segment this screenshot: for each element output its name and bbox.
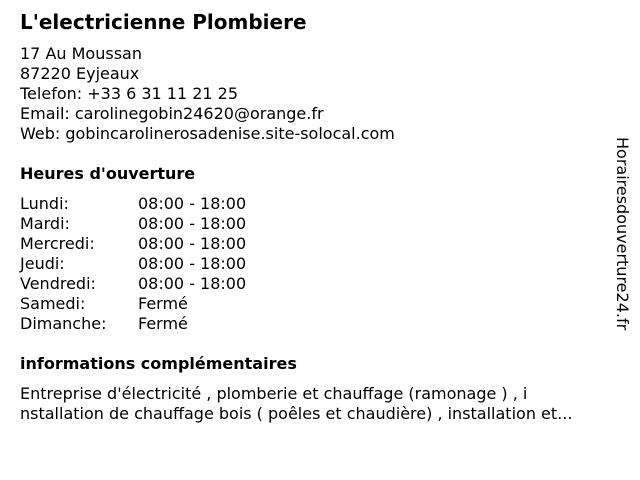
hours-row-monday xyxy=(20,194,246,214)
web-line: Web: gobincarolinerosadenise.site-solocal.com xyxy=(20,124,395,143)
hours-day: Mardi: xyxy=(20,214,70,233)
hours-day: Mercredi: xyxy=(20,234,95,253)
site-watermark: Horairesdouverture24.fr xyxy=(613,137,632,331)
hours-row-friday xyxy=(20,274,246,294)
email-line: Email: carolinegobin24620@orange.fr xyxy=(20,104,324,123)
address-street: 17 Au Moussan xyxy=(20,44,142,63)
hours-heading: Heures d'ouverture xyxy=(20,164,196,183)
info-heading: informations complémentaires xyxy=(20,354,297,373)
hours-time: 08:00 - 18:00 xyxy=(138,254,247,273)
hours-time: Fermé xyxy=(138,314,188,333)
hours-row-wednesday xyxy=(20,234,246,254)
contact-block xyxy=(20,44,395,144)
hours-table xyxy=(20,194,246,334)
description-line: Entreprise d'électricité , plomberie et chauffage (ramonage ) , i xyxy=(20,384,528,403)
hours-row-sunday xyxy=(20,314,246,334)
phone-line: Telefon: +33 6 31 11 21 25 xyxy=(20,84,239,103)
description-line: nstallation de chauffage bois ( poêles et chaudière) , installation et... xyxy=(20,404,573,423)
hours-time: 08:00 - 18:00 xyxy=(138,234,247,253)
hours-day: Jeudi: xyxy=(20,254,65,273)
hours-row-saturday xyxy=(20,294,246,314)
hours-time: 08:00 - 18:00 xyxy=(138,214,247,233)
hours-day: Dimanche: xyxy=(20,314,107,333)
hours-row-tuesday xyxy=(20,214,246,234)
hours-row-thursday xyxy=(20,254,246,274)
hours-time: 08:00 - 18:00 xyxy=(138,194,247,213)
hours-day: Samedi: xyxy=(20,294,86,313)
hours-day: Lundi: xyxy=(20,194,69,213)
business-description xyxy=(20,384,625,424)
hours-time: Fermé xyxy=(138,294,188,313)
hours-time: 08:00 - 18:00 xyxy=(138,274,247,293)
business-name: L'electricienne Plombiere xyxy=(20,10,307,34)
address-city: 87220 Eyjeaux xyxy=(20,64,140,83)
hours-day: Vendredi: xyxy=(20,274,96,293)
